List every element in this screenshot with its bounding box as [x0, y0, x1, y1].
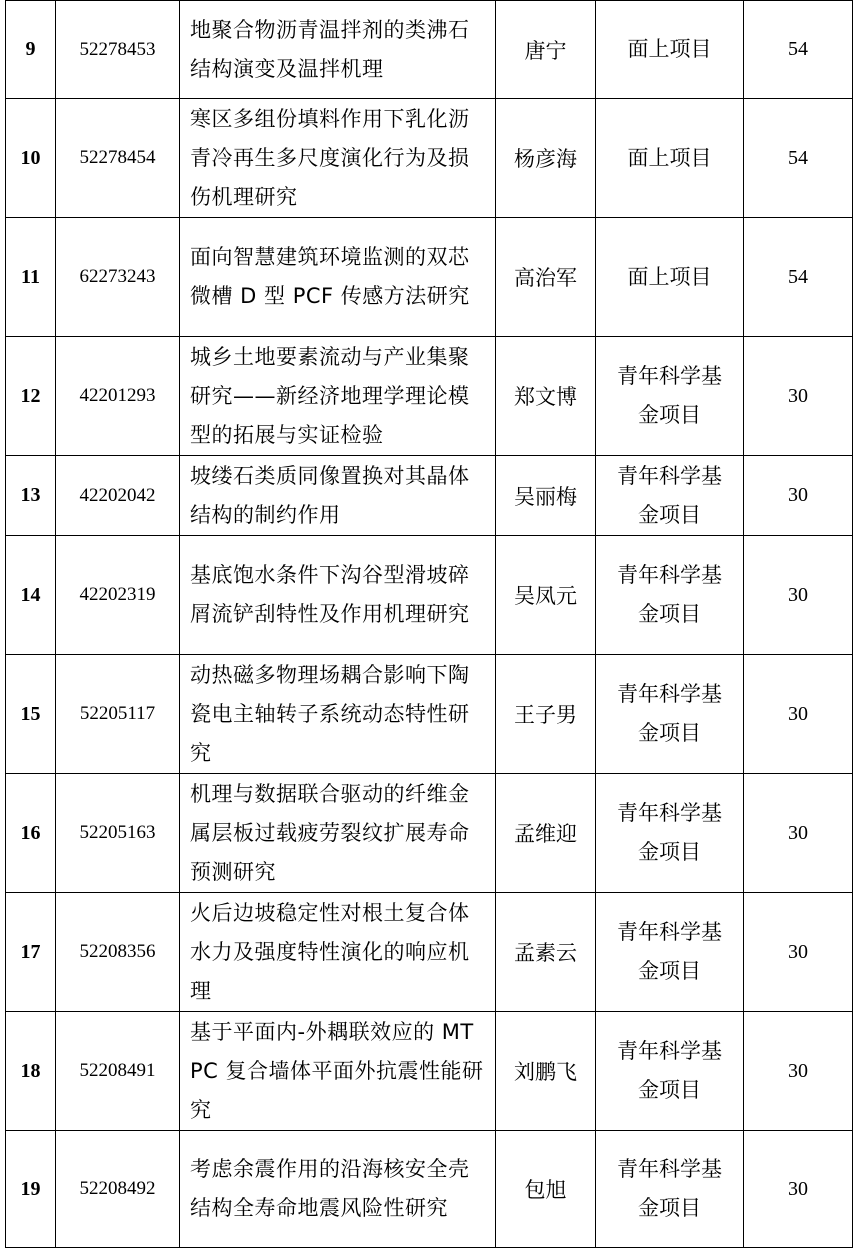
project-type: 面上项目 [596, 99, 744, 218]
project-funding: 30 [744, 774, 853, 893]
project-title: 动热磁多物理场耦合影响下陶瓷电主轴转子系统动态特性研究 [180, 655, 496, 774]
project-funding: 30 [744, 536, 853, 655]
project-title: 城乡土地要素流动与产业集聚研究——新经济地理学理论模型的拓展与实证检验 [180, 337, 496, 456]
project-funding: 30 [744, 337, 853, 456]
project-code: 52208492 [56, 1131, 180, 1248]
project-title: 机理与数据联合驱动的纤维金属层板过载疲劳裂纹扩展寿命预测研究 [180, 774, 496, 893]
project-code: 52208491 [56, 1012, 180, 1131]
table-row [6, 456, 853, 536]
row-number: 18 [6, 1012, 56, 1131]
project-funding: 54 [744, 218, 853, 337]
project-title: 基底饱水条件下沟谷型滑坡碎屑流铲刮特性及作用机理研究 [180, 536, 496, 655]
project-type: 青年科学基金项目 [596, 893, 744, 1012]
table-row [6, 536, 853, 655]
row-number: 14 [6, 536, 56, 655]
project-title: 基于平面内-外耦联效应的 MTPC 复合墙体平面外抗震性能研究 [180, 1012, 496, 1131]
table-row [6, 1012, 853, 1131]
project-leader: 唐宁 [496, 1, 596, 99]
row-number: 16 [6, 774, 56, 893]
table-row [6, 337, 853, 456]
row-number: 10 [6, 99, 56, 218]
row-number: 9 [6, 1, 56, 99]
project-funding: 54 [744, 99, 853, 218]
row-number: 15 [6, 655, 56, 774]
project-title: 考虑余震作用的沿海核安全壳结构全寿命地震风险性研究 [180, 1131, 496, 1248]
project-title: 面向智慧建筑环境监测的双芯微槽 D 型 PCF 传感方法研究 [180, 218, 496, 337]
project-type: 面上项目 [596, 218, 744, 337]
project-type: 面上项目 [596, 1, 744, 99]
project-leader: 孟素云 [496, 893, 596, 1012]
project-code: 42202042 [56, 456, 180, 536]
project-leader: 包旭 [496, 1131, 596, 1248]
project-leader: 高治军 [496, 218, 596, 337]
project-title: 地聚合物沥青温拌剂的类沸石结构演变及温拌机理 [180, 1, 496, 99]
project-leader: 郑文博 [496, 337, 596, 456]
project-type: 青年科学基金项目 [596, 337, 744, 456]
project-title: 寒区多组份填料作用下乳化沥青冷再生多尺度演化行为及损伤机理研究 [180, 99, 496, 218]
project-type: 青年科学基金项目 [596, 536, 744, 655]
project-funding: 30 [744, 893, 853, 1012]
project-leader: 刘鹏飞 [496, 1012, 596, 1131]
project-leader: 王子男 [496, 655, 596, 774]
table-row [6, 99, 853, 218]
projects-table [5, 0, 853, 1248]
row-number: 17 [6, 893, 56, 1012]
project-funding: 30 [744, 1131, 853, 1248]
table-row [6, 774, 853, 893]
project-funding: 30 [744, 1012, 853, 1131]
project-code: 52205117 [56, 655, 180, 774]
row-number: 11 [6, 218, 56, 337]
table-row [6, 893, 853, 1012]
project-code: 42202319 [56, 536, 180, 655]
table-row [6, 218, 853, 337]
project-code: 52208356 [56, 893, 180, 1012]
project-leader: 吴凤元 [496, 536, 596, 655]
table-row [6, 655, 853, 774]
project-code: 52278454 [56, 99, 180, 218]
project-type: 青年科学基金项目 [596, 1012, 744, 1131]
project-title: 火后边坡稳定性对根土复合体水力及强度特性演化的响应机理 [180, 893, 496, 1012]
project-funding: 54 [744, 1, 853, 99]
project-leader: 杨彦海 [496, 99, 596, 218]
project-funding: 30 [744, 655, 853, 774]
project-code: 52278453 [56, 1, 180, 99]
project-funding: 30 [744, 456, 853, 536]
project-code: 42201293 [56, 337, 180, 456]
project-leader: 孟维迎 [496, 774, 596, 893]
project-code: 52205163 [56, 774, 180, 893]
project-leader: 吴丽梅 [496, 456, 596, 536]
project-type: 青年科学基金项目 [596, 1131, 744, 1248]
row-number: 13 [6, 456, 56, 536]
project-type: 青年科学基金项目 [596, 774, 744, 893]
project-code: 62273243 [56, 218, 180, 337]
project-title: 坡缕石类质同像置换对其晶体结构的制约作用 [180, 456, 496, 536]
project-type: 青年科学基金项目 [596, 655, 744, 774]
row-number: 12 [6, 337, 56, 456]
project-type: 青年科学基金项目 [596, 456, 744, 536]
table-row [6, 1, 853, 99]
row-number: 19 [6, 1131, 56, 1248]
table-row [6, 1131, 853, 1248]
